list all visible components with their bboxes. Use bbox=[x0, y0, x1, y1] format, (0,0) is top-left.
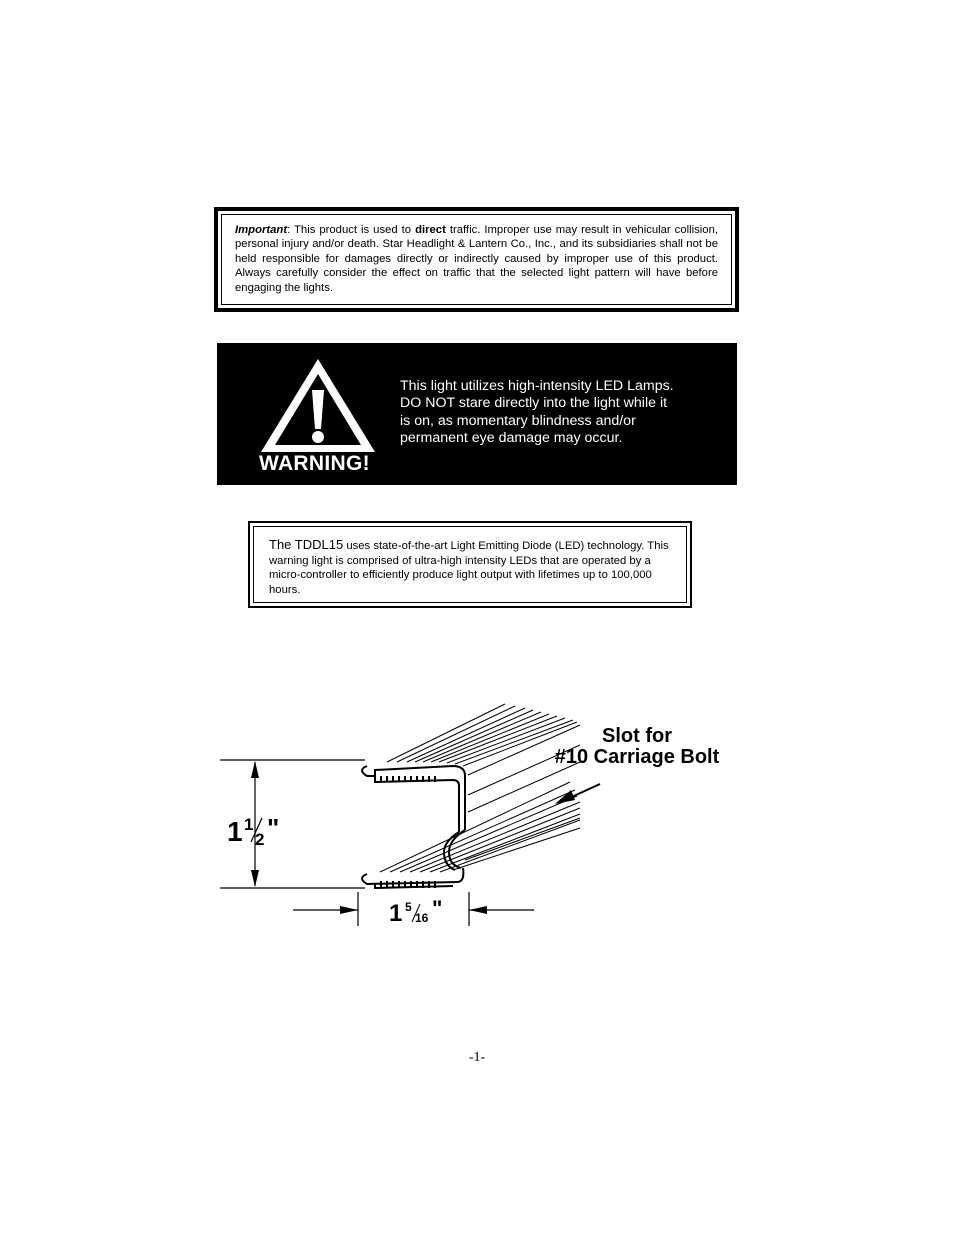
width-dimension bbox=[293, 892, 534, 926]
page-number: -1- bbox=[468, 1050, 486, 1065]
product-info-box bbox=[248, 521, 692, 608]
product-name: The TDDL15 bbox=[269, 537, 344, 552]
extrusion-diagram bbox=[215, 700, 755, 940]
width-arrow-right bbox=[469, 906, 487, 914]
warning-triangle-icon bbox=[257, 356, 379, 456]
width-numerator: 5 bbox=[405, 900, 412, 914]
callout-line1: Slot for bbox=[602, 725, 672, 747]
width-label bbox=[389, 896, 442, 927]
warning-line: DO NOT stare directly into the light while it bbox=[400, 395, 668, 412]
lower-rail-ribs bbox=[380, 782, 580, 872]
product-info-text bbox=[253, 526, 687, 603]
upper-rail-ribs bbox=[387, 704, 580, 812]
warning-line: permanent eye damage may occur. bbox=[400, 430, 623, 447]
height-arrow-top bbox=[251, 761, 259, 778]
important-bold-word: direct bbox=[415, 224, 446, 236]
warning-label: WARNING! bbox=[259, 452, 370, 475]
warning-line: is on, as momentary blindness and/or bbox=[400, 412, 636, 429]
width-arrow-left bbox=[340, 906, 358, 914]
important-notice-text bbox=[221, 214, 732, 305]
height-arrow-bottom bbox=[251, 870, 259, 887]
upper-rail-profile bbox=[362, 766, 465, 832]
important-lead: Important bbox=[235, 224, 288, 236]
important-text-part2: traffic. Improper use may result in vehicular collision, personal injury and/or death. Star Headlight & Lantern Co., Inc., and its subsidiaries shall not be held responsible for damages directly or indirectly caused by improper use of this product. Always carefully consider the effect on traffic that the selected light pattern will have before engaging the lights. bbox=[235, 224, 718, 294]
height-numerator: 1 bbox=[244, 815, 254, 834]
width-denominator: 16 bbox=[415, 911, 429, 925]
warning-text bbox=[400, 378, 700, 448]
lower-rail-profile bbox=[362, 830, 465, 888]
height-unit: " bbox=[267, 813, 280, 843]
warning-line: This light utilizes high-intensity LED Lamps. bbox=[400, 378, 674, 394]
height-label bbox=[227, 813, 279, 849]
height-denominator: 2 bbox=[255, 830, 265, 849]
product-description: uses state-of-the-art Light Emitting Diode (LED) technology. This warning light is comprised of ultra-high intensity LEDs that are operated by a micro-controller to efficiently produce light output with lifetimes up to 100,000 hours. bbox=[269, 540, 669, 596]
width-whole: 1 bbox=[389, 900, 403, 927]
important-text-part1: : This product is used to bbox=[287, 224, 416, 236]
width-unit: " bbox=[432, 896, 443, 921]
warning-banner bbox=[217, 343, 737, 485]
callout-line2: #10 Carriage Bolt bbox=[554, 746, 720, 768]
important-notice-box bbox=[214, 207, 739, 312]
height-whole: 1 bbox=[227, 816, 243, 847]
